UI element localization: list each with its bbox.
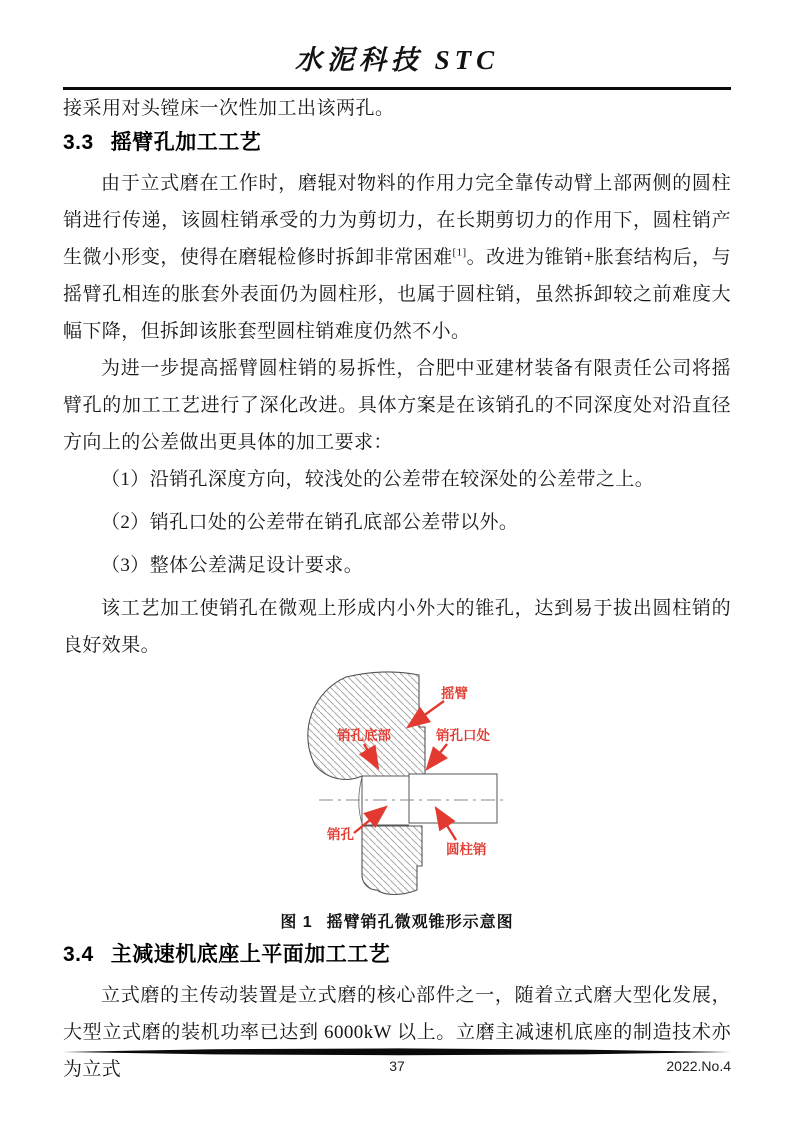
label-rocker-arm: 摇臂	[441, 685, 468, 701]
figure-1-caption-label: 图 1	[280, 913, 313, 931]
figure-1-caption	[63, 909, 731, 932]
section-number: 3.3	[63, 130, 94, 154]
rocker-arm-pin-hole-diagram	[299, 670, 561, 905]
cylindrical-pin-outline	[409, 774, 497, 823]
figure-1-caption-text: 摇臂销孔微观锥形示意图	[326, 913, 514, 931]
rocker-arm-section	[308, 671, 425, 779]
section-3-4-heading	[63, 942, 731, 968]
label-hole-bottom: 销孔底部	[337, 727, 391, 743]
reference-marker: [1]	[452, 246, 467, 259]
label-cylindrical-pin: 圆柱销	[446, 841, 487, 857]
list-item-3: （3）整体公差满足设计要求。	[101, 554, 364, 576]
section-number: 3.4	[63, 942, 94, 966]
lower-arm-section	[362, 826, 422, 895]
label-hole-mouth: 销孔口处	[436, 727, 490, 743]
paragraph-3: 该工艺加工使销孔在微观上形成内小外大的锥孔，达到易于拔出圆柱销的良好效果。	[63, 597, 731, 656]
journal-title: 水泥科技 STC	[294, 45, 500, 75]
section-title: 主减速机底座上平面加工工艺	[110, 942, 391, 966]
header-divider	[63, 87, 731, 90]
paragraph-1-text-cont: 。改进为锥销+胀套结构后，与摇臂孔相连的胀套外表面仍为圆柱形，也属于圆柱销，虽然拆卸较之前难度大幅下降，但拆卸该胀套型圆柱销难度仍然不小。	[63, 246, 731, 342]
paragraph-1	[63, 165, 731, 350]
label-pin-hole: 销孔	[327, 826, 354, 842]
paragraph-4: 立式磨的主传动装置是立式磨的核心部件之一，随着立式磨大型化发展，大型立式磨的装机功率已达到 6000kW 以上。立磨主减速机底座的制造技术亦为立式	[63, 984, 731, 1080]
list-item-2: （2）销孔口处的公差带在销孔底部公差带以外。	[101, 511, 519, 533]
page-footer	[63, 1048, 731, 1088]
figure-1	[63, 670, 731, 932]
paragraph-2: 为进一步提高摇臂圆柱销的易拆性，合肥中亚建材装备有限责任公司将摇臂孔的加工工艺进行了深化改进。具体方案是在该销孔的不同深度处对沿直径方向上的公差做出更具体的加工要求：	[63, 357, 731, 453]
paragraph-1-text: 由于立式磨在工作时，磨辊对物料的作用力完全靠传动臂上部两侧的圆柱销进行传递，该圆柱销承受的力为剪切力，在长期剪切力的作用下，圆柱销产生微小形变，使得在磨辊检修时拆卸非常困难	[63, 172, 731, 268]
arrow-hole-mouth	[427, 744, 447, 769]
section-3-3-heading	[63, 130, 731, 156]
footer-divider	[63, 1048, 731, 1056]
continuation-paragraph: 接采用对头镗床一次性加工出该两孔。	[63, 97, 395, 119]
issue-number: 2022.No.4	[666, 1058, 731, 1074]
page-number: 37	[389, 1058, 405, 1074]
list-item-1: （1）沿销孔深度方向，较浅处的公差带在较深处的公差带之上。	[101, 468, 655, 490]
section-title: 摇臂孔加工工艺	[110, 130, 262, 154]
